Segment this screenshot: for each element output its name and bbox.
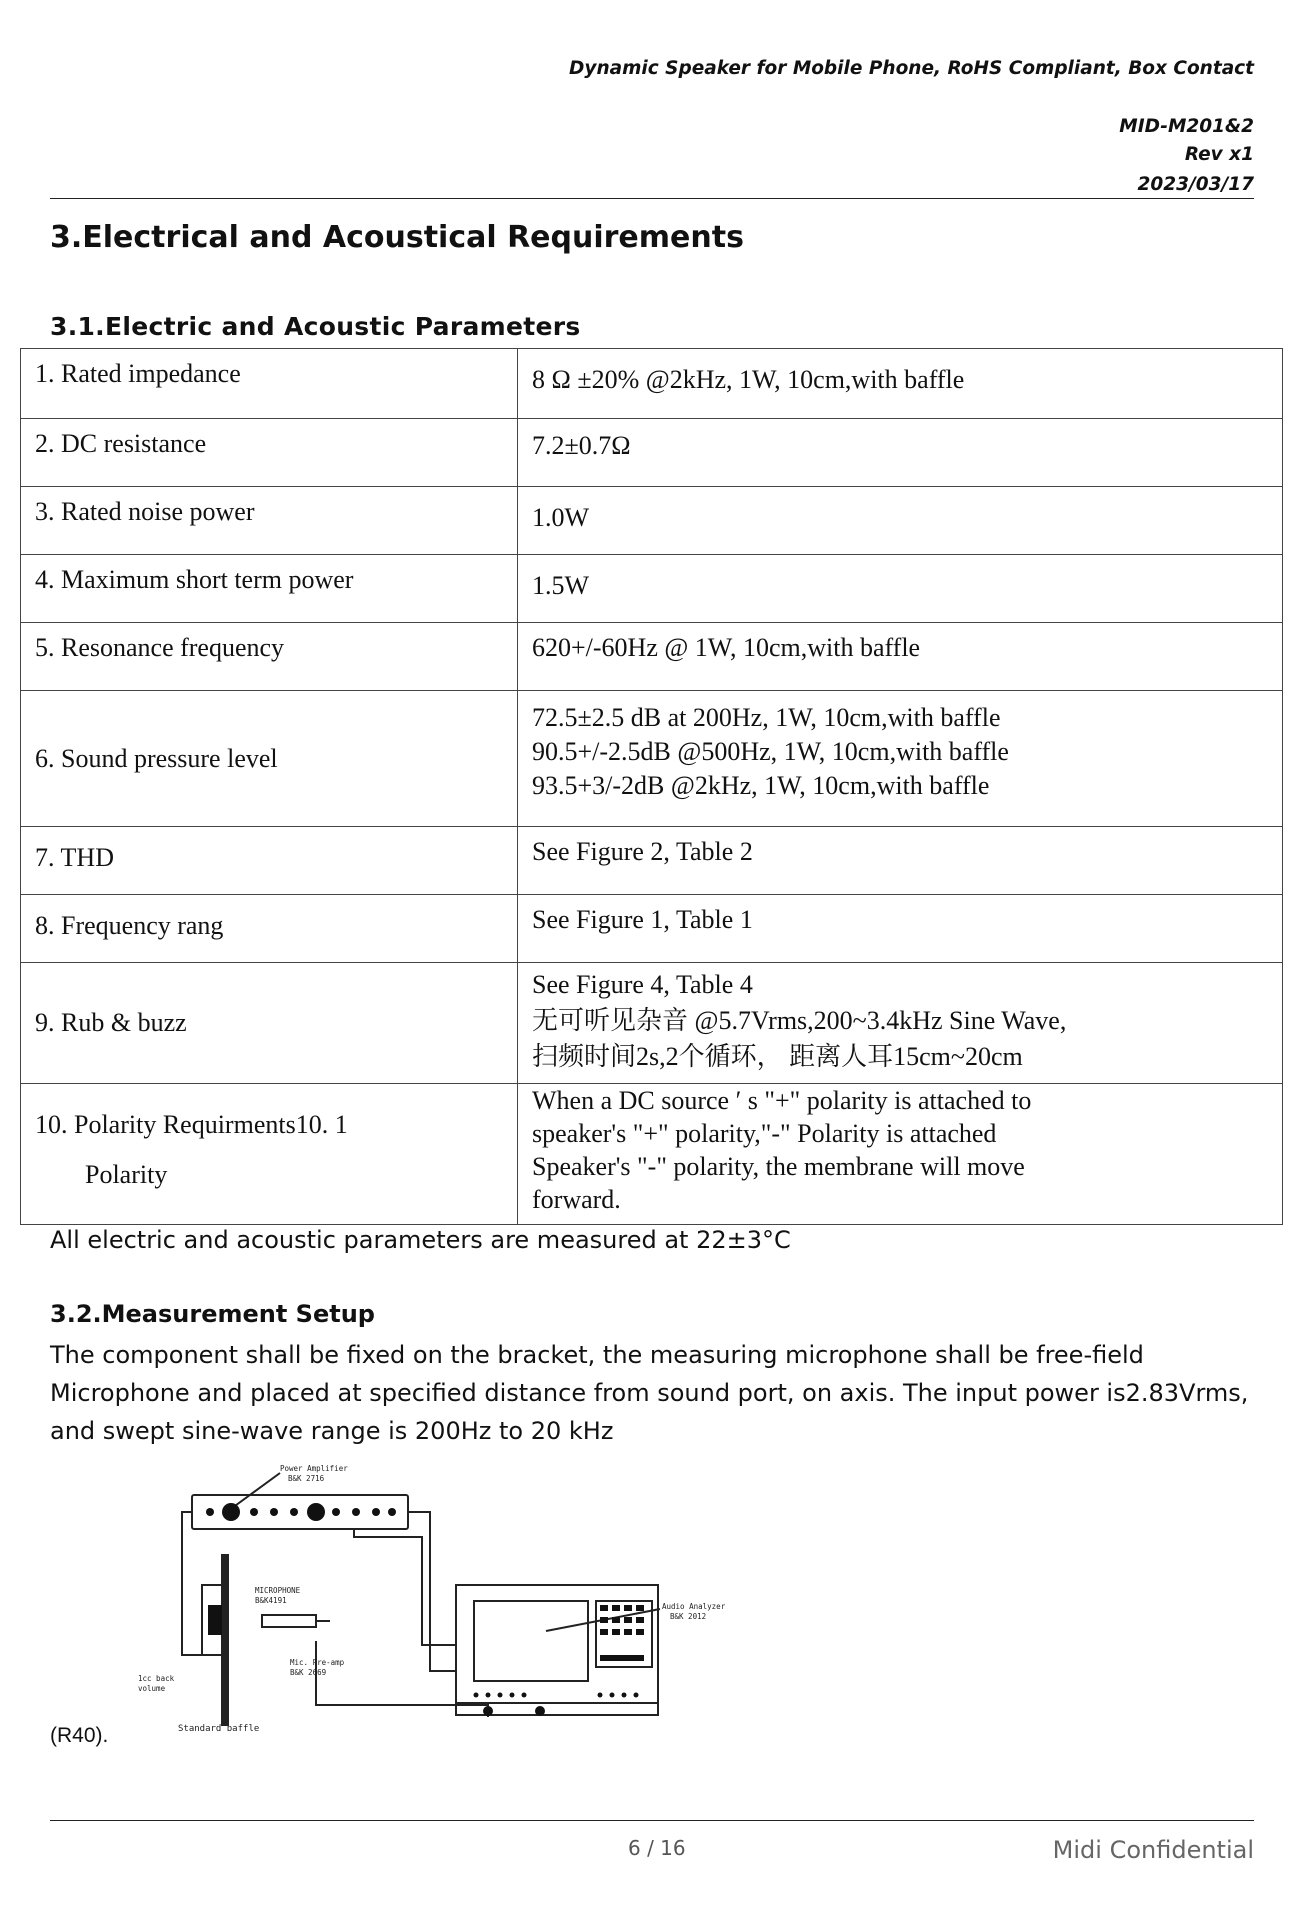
param-value: See Figure 2, Table 2 <box>518 827 1283 895</box>
preamp-label: Mic. Pre-amp <box>290 1658 345 1667</box>
param-name: 3. Rated noise power <box>21 487 518 555</box>
header-title: Dynamic Speaker for Mobile Phone, RoHS Compliant, Box Contact <box>569 58 1254 79</box>
amp-to-analyzer-cable <box>408 1512 456 1671</box>
power-amp-model-label: B&K 2716 <box>288 1474 325 1483</box>
mic-to-analyzer-cable <box>316 1641 488 1717</box>
param-name: 9. Rub & buzz <box>21 963 518 1084</box>
footer-rule <box>50 1820 1254 1821</box>
table-row <box>21 349 1283 419</box>
param-name: 1. Rated impedance <box>21 349 518 419</box>
param-name: 5. Resonance frequency <box>21 623 518 691</box>
measurement-note: All electric and acoustic parameters are measured at 22±3°C <box>50 1226 791 1254</box>
param-name: 7. THD <box>21 827 518 895</box>
analyzer-model-label: B&K 2012 <box>670 1612 707 1621</box>
table-row <box>21 895 1283 963</box>
param-value: 7.2±0.7Ω <box>518 419 1283 487</box>
document-date: 2023/03/17 <box>1137 174 1254 195</box>
measurement-setup-text: The component shall be fixed on the bracket, the measuring microphone shall be free-field Microphone and placed at specified distance from sound port, on axis. The input power is2.83Vrms, and swept sine-wave range is 200Hz to 20 kHz <box>50 1341 1249 1445</box>
back-volume-label-2: volume <box>138 1684 166 1693</box>
param-name: 8. Frequency rang <box>21 895 518 963</box>
subsection-title: 3.1.Electric and Acoustic Parameters <box>50 312 581 341</box>
parameters-table <box>20 348 1283 1225</box>
param-value: 620+/-60Hz @ 1W, 10cm,with baffle <box>518 623 1283 691</box>
param-value: See Figure 1, Table 1 <box>518 895 1283 963</box>
param-value: 72.5±2.5 dB at 200Hz, 1W, 10cm,with baffle 90.5+/-2.5dB @500Hz, 1W, 10cm,with baffle 93.5+3/-2dB @2kHz, 1W, 10cm,with baffle <box>518 691 1283 827</box>
document-number: MID-M201&2 <box>1119 116 1254 137</box>
table-row <box>21 1084 1283 1225</box>
microphone-label: MICROPHONE <box>255 1586 301 1595</box>
microphone-model-label: B&K4191 <box>255 1596 287 1605</box>
param-name: 10. Polarity Requirments10. 1 Polarity <box>21 1084 518 1225</box>
preamp-model-label: B&K 2669 <box>290 1668 327 1677</box>
figure-note: (R40). <box>50 1724 109 1747</box>
table-row <box>21 623 1283 691</box>
param-name: 6. Sound pressure level <box>21 691 518 827</box>
page-number: 6 / 16 <box>628 1836 686 1860</box>
param-value: 1.5W <box>518 555 1283 623</box>
revision: Rev x1 <box>1184 144 1254 165</box>
power-amp-label: Power Amplifier <box>280 1464 348 1473</box>
table-row <box>21 963 1283 1084</box>
table-row <box>21 827 1283 895</box>
section-title: 3.Electrical and Acoustical Requirements <box>50 220 744 255</box>
baffle-label: Standard baffle <box>178 1724 260 1734</box>
analyzer-to-amp-cable <box>354 1529 456 1645</box>
param-value: When a DC source ′ s "+" polarity is attached to speaker's "+" polarity,"-" Polarity is attached Speaker's "-" polarity, the membrane will move forward. <box>518 1084 1283 1225</box>
table-row <box>21 487 1283 555</box>
confidential-label: Midi Confidential <box>1052 1836 1254 1864</box>
measurement-setup-title: 3.2.Measurement Setup <box>50 1300 375 1328</box>
param-value: See Figure 4, Table 4 无可听见杂音 @5.7Vrms,200~3.4kHz Sine Wave, 扫频时间2s,2个循环， 距离人耳15cm~20cm <box>518 963 1283 1084</box>
table-row <box>21 555 1283 623</box>
param-value: 8 Ω ±20% @2kHz, 1W, 10cm,with baffle <box>518 349 1283 419</box>
param-value: 1.0W <box>518 487 1283 555</box>
header-rule <box>50 198 1254 199</box>
table-row <box>21 691 1283 827</box>
microphone <box>262 1615 316 1627</box>
table-row <box>21 419 1283 487</box>
param-name: 4. Maximum short term power <box>21 555 518 623</box>
back-volume-label: 1cc back <box>138 1674 175 1683</box>
measurement-setup-diagram <box>130 1455 770 1745</box>
analyzer-label: Audio Analyzer <box>662 1602 726 1611</box>
param-name: 2. DC resistance <box>21 419 518 487</box>
